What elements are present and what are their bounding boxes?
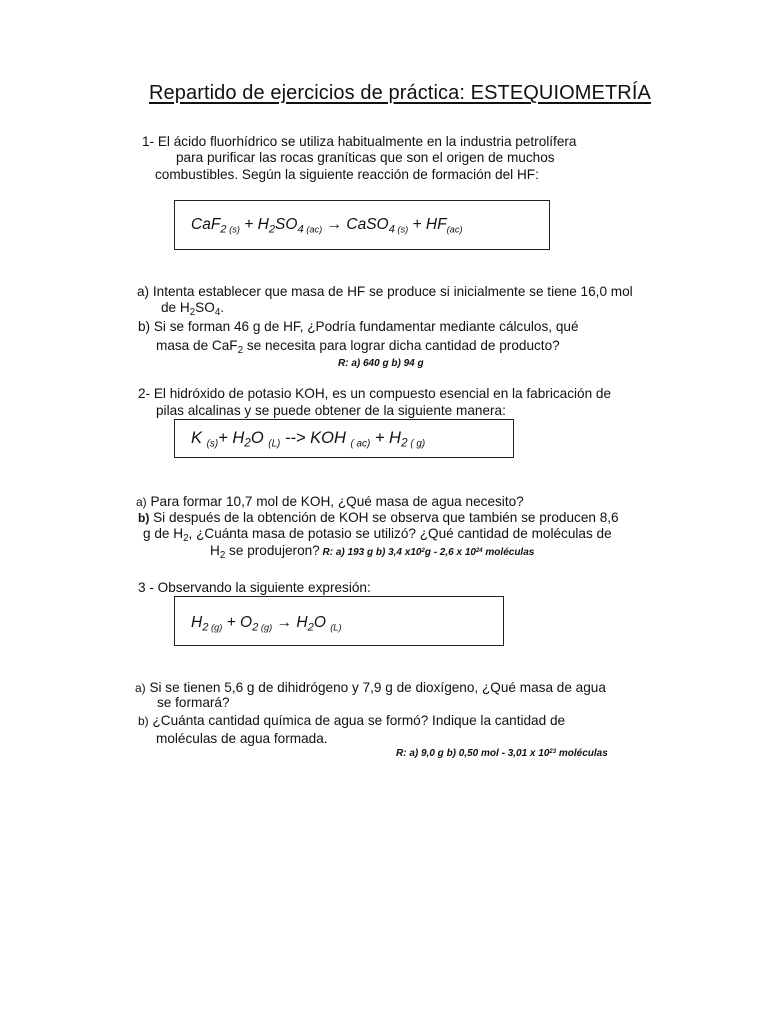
ex1-intro-line2: para purificar las rocas graníticas que son el origen de muchos bbox=[176, 150, 555, 165]
ex2-question-b-line2: g de $H_2$, ¿Cuánta masa de potasio se utilizó? ¿Qué cantidad de moléculas de bbox=[143, 526, 612, 544]
ex1-question-b-line1: b) Si se forman 46 g de HF, ¿Podría fundamentar mediante cálculos, qué bbox=[138, 319, 579, 334]
ex1-question-a-line1: a) Intenta establecer que masa de HF se produce si inicialmente se tiene 16,0 mol bbox=[137, 284, 633, 299]
ex2-equation: K $_{(s)}+ H_2O$ $_{(L)}$ --> KOH $_{( ac)} + H_2$ $_{( g)}$ bbox=[191, 429, 426, 450]
arrow-icon: → bbox=[326, 216, 343, 233]
ex2-equation-box bbox=[174, 419, 514, 458]
ex2-question-a: a) Para formar 10,7 mol de KOH, ¿Qué masa de agua necesito? bbox=[136, 494, 524, 509]
ex2-question-b-line1: b) Si después de la obtención de KOH se observa que también se producen 8,6 bbox=[138, 510, 619, 525]
ex3-equation-box bbox=[174, 596, 504, 646]
ex2-intro-line1: 2- El hidróxido de potasio KOH, es un compuesto esencial en la fabricación de bbox=[138, 386, 612, 401]
ex1-intro-line3: combustibles. Según la siguiente reacción de formación del HF: bbox=[155, 167, 539, 182]
ex2-answer: R: a) 193 g b) 3,4 $x10^2g - 2,6$ x $10^{24}$ moléculas bbox=[319, 547, 535, 558]
ex1-equation-box bbox=[174, 200, 550, 250]
ex1-answer: R: a) 640 g b) 94 g bbox=[338, 358, 424, 369]
ex3-question-a-line1: a) Si se tienen 5,6 g de dihidrógeno y 7,9 g de dioxígeno, ¿Qué masa de agua bbox=[135, 680, 606, 695]
ex1-question-b-line2: masa de CaF$_2$ se necesita para lograr dicha cantidad de producto? bbox=[156, 338, 560, 356]
ex1-question-a-line2: de $H_2SO_4$. bbox=[161, 300, 225, 318]
ex3-intro-line1: 3 - Observando la siguiente expresión: bbox=[138, 580, 371, 595]
ex1-equation: CaF$_2$ $_{(s)} + H_2SO_4$ $_{(ac)}$ → CaSO$_4$ $_{(s)} + HF_{(ac)}$ bbox=[191, 216, 463, 236]
ex3-question-b-line2: moléculas de agua formada. bbox=[156, 731, 328, 746]
ex3-equation: $H_2$ $_{(g)} + O_2$ $_{(g)} \to H_2O$ $_{(L)}$ bbox=[191, 614, 342, 634]
ex2-intro-line2: pilas alcalinas y se puede obtener de la siguiente manera: bbox=[156, 403, 506, 418]
ex1-intro-line1: 1- El ácido fluorhídrico se utiliza habitualmente en la industria petrolífera bbox=[142, 134, 577, 149]
ex3-question-b-line1: b) ¿Cuánta cantidad química de agua se formó? Indique la cantidad de bbox=[138, 713, 566, 728]
ex3-question-a-line2: se formará? bbox=[157, 695, 230, 710]
ex2-question-b-line3: $H_2$ se produjeron? R: a) 193 g b) 3,4 $x10^2g - 2,6$ x $10^{24}$ moléculas bbox=[210, 543, 535, 561]
ex3-answer: R: a) 9,0 g b) 0,50 mol - 3,01 x $10^{23}$ moléculas bbox=[396, 748, 608, 759]
page-title: Repartido de ejercicios de práctica: ESTEQUIOMETRÍA bbox=[149, 82, 651, 104]
